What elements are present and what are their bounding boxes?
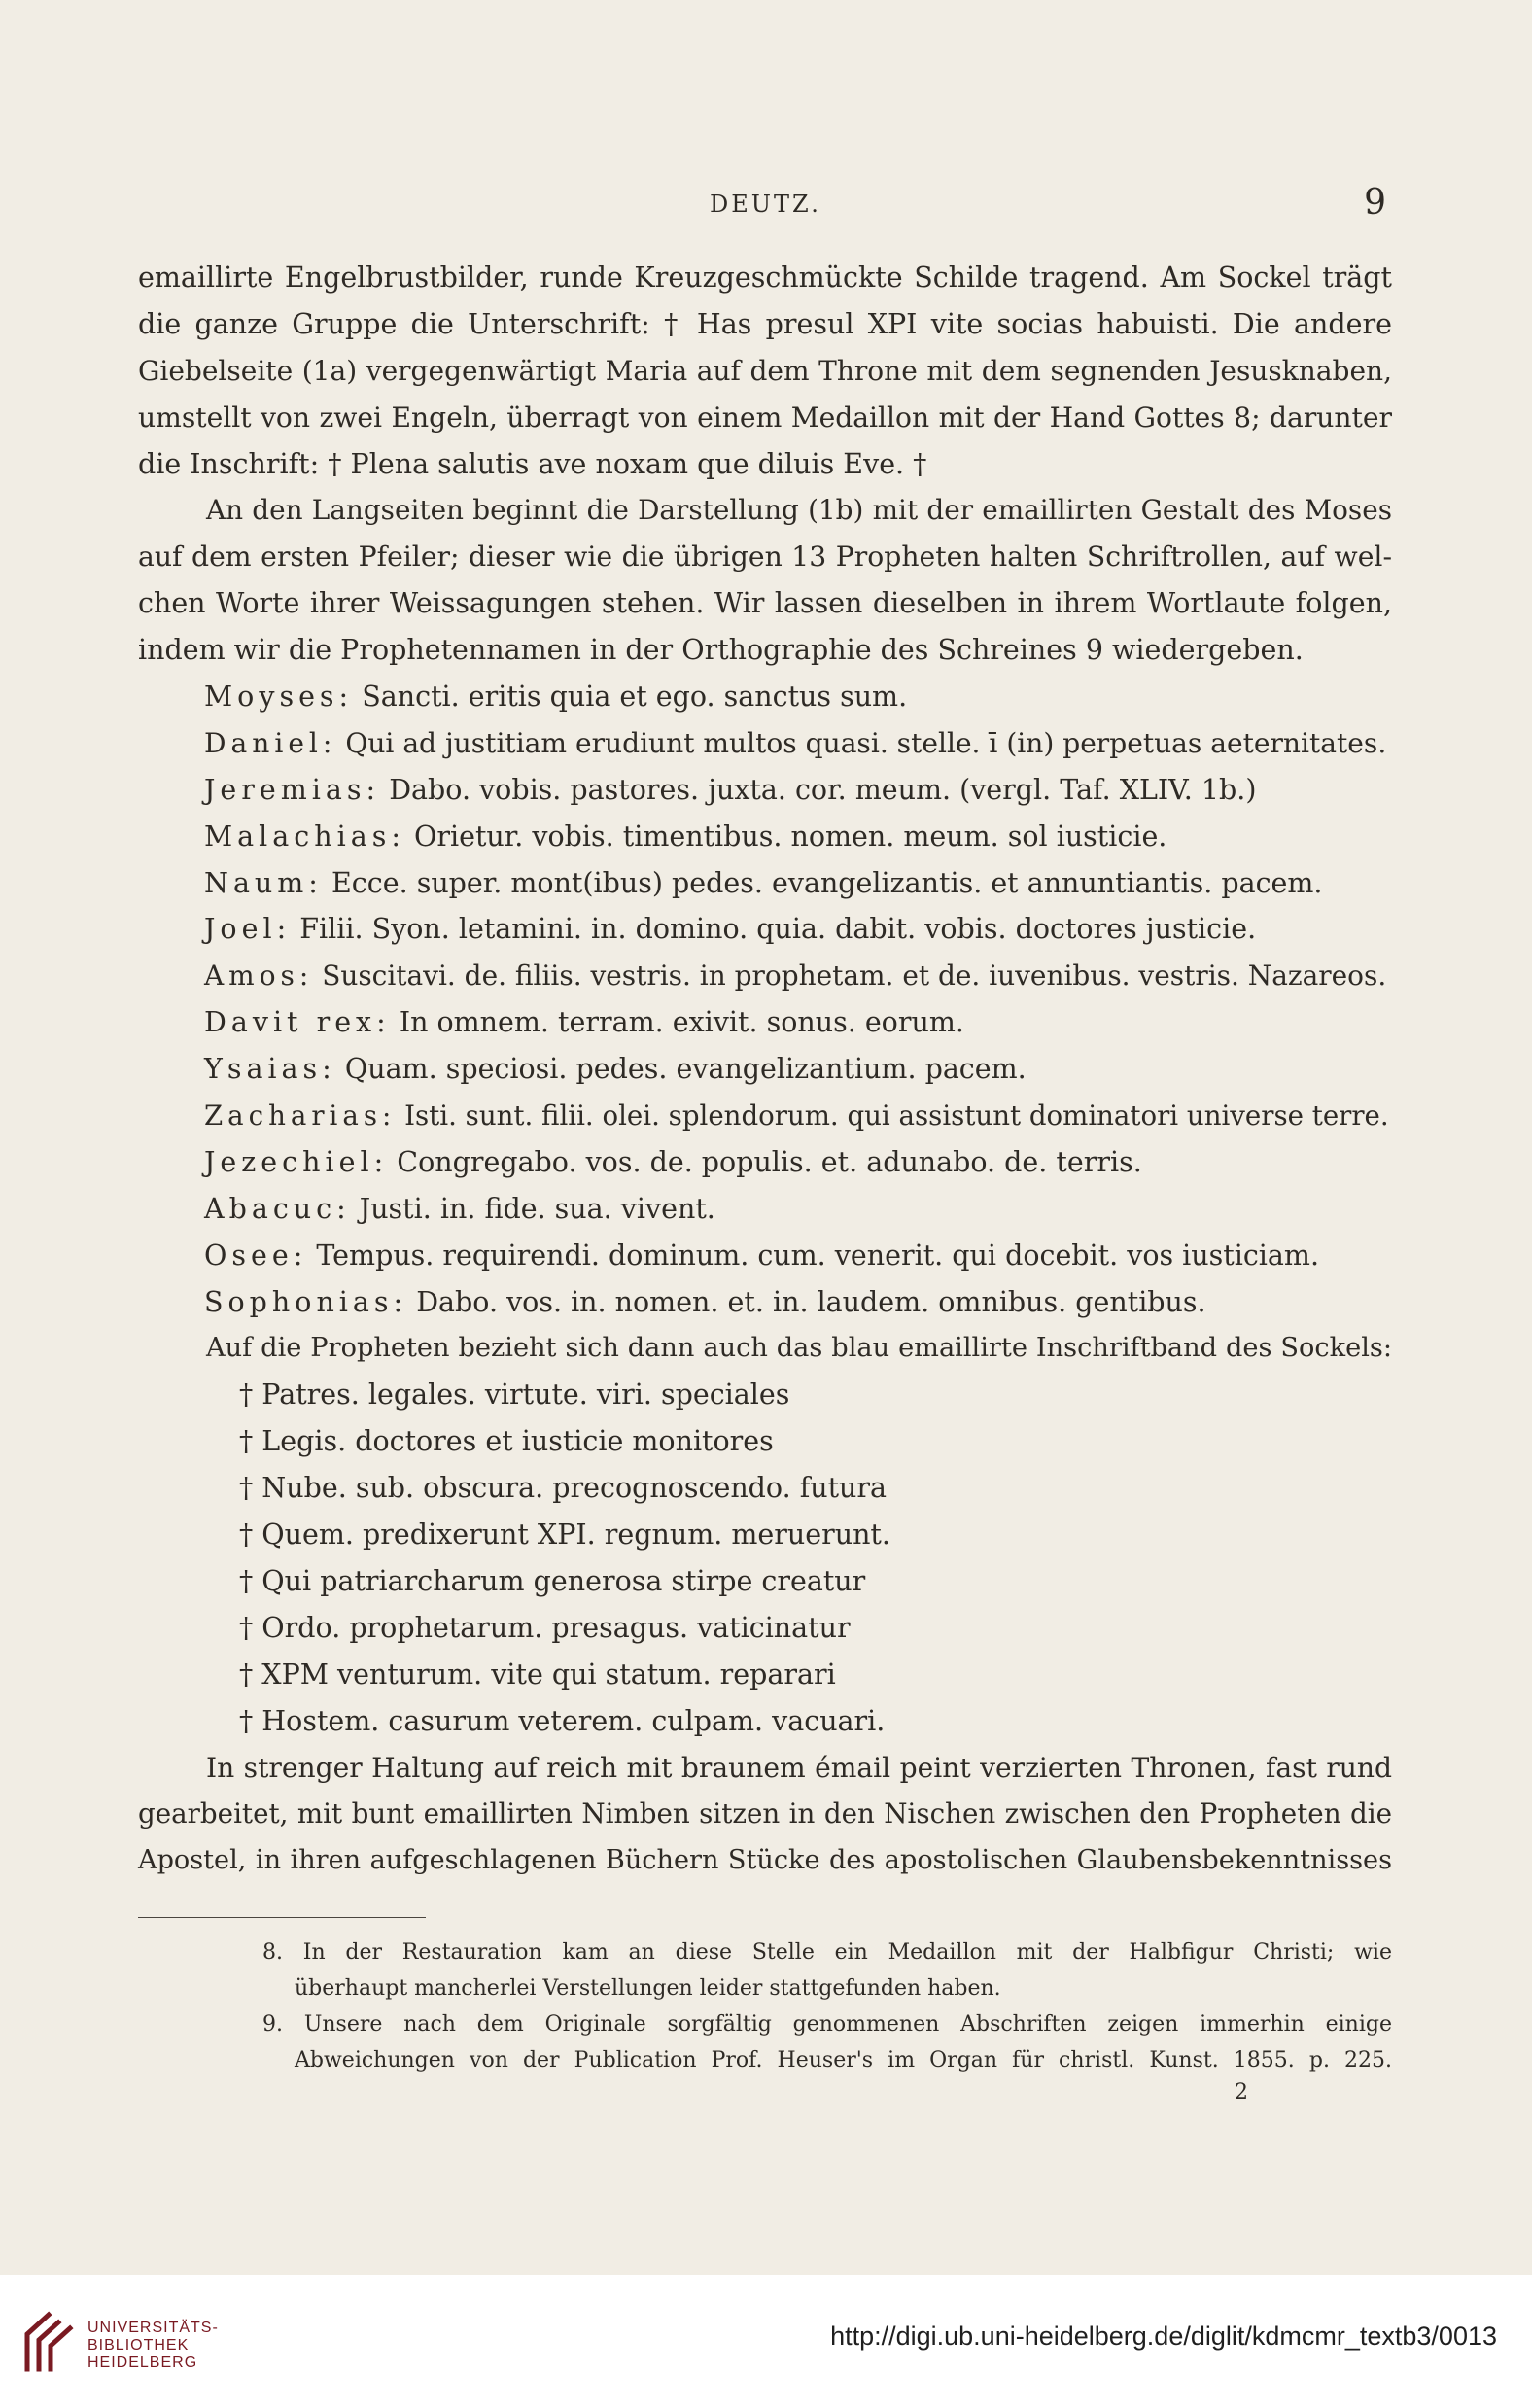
band-line: † Qui patriarcharum generosa stirpe creatur: [239, 1564, 866, 1597]
prophet-name: Zacharias:: [204, 1099, 397, 1133]
band-intro: Auf die Propheten bezieht sich dann auch das blau emaillirte Inschriftband des Sockels:: [206, 1333, 1392, 1364]
prophet-line: [138, 999, 1392, 1046]
body-line: umstellt von zwei Engeln, überragt von einem Medaillon mit der Hand Gottes 8; darunter: [138, 401, 1392, 434]
prophet-line: [138, 674, 1392, 720]
prophet-text: Dabo. vos. in. nomen. et. in. laudem. omnibus. gentibus.: [416, 1285, 1206, 1318]
band-line: † Patres. legales. virtute. viri. speciales: [239, 1378, 790, 1412]
prophet-name: Malachias:: [204, 820, 405, 853]
prophet-text: Tempus. requirendi. dominum. cum. venerit. qui docebit. vos iusticiam.: [316, 1239, 1319, 1272]
prophet-text: In omnem. terram. exivit. sonus. eorum.: [399, 1006, 964, 1039]
prophet-line: [138, 720, 1392, 767]
prophet-name: Ysaias:: [204, 1053, 336, 1086]
running-title: DEUTZ.: [710, 191, 821, 218]
prophet-name: Osee:: [204, 1239, 308, 1272]
prophet-name: Davit rex:: [204, 1006, 391, 1039]
body-line: Giebelseite (1a) vergegenwärtigt Maria auf dem Throne mit dem segnenden Jesusknaben,: [138, 354, 1392, 387]
prophet-text: Isti. sunt. filii. olei. splendorum. qui assistunt dominatori universe terre.: [404, 1099, 1389, 1133]
band-line: † Nube. sub. obscura. precognoscendo. futura: [239, 1472, 888, 1505]
prophet-line: [138, 814, 1392, 860]
prophet-text: Justi. in. fide. sua. vivent.: [359, 1192, 715, 1225]
prophet-name: Daniel:: [204, 726, 337, 759]
body-line: auf dem ersten Pfeiler; dieser wie die übrigen 13 Propheten halten Schriftrollen, auf wel-: [138, 541, 1392, 574]
body-text: [138, 255, 1392, 1884]
band-line: † Quem. predixerunt XPI. regnum. meruerunt.: [239, 1518, 890, 1552]
footnote-line: Abweichungen von der Publication Prof. Heuser's im Organ für christl. Kunst. 1855. p. 225.: [295, 2048, 1392, 2073]
footnote-line: 8. In der Restauration kam an diese Stelle ein Medaillon mit der Halbfigur Christi; wie: [262, 1940, 1392, 1965]
prophet-name: Moyses:: [204, 681, 354, 714]
library-name-line: UNIVERSITÄTS-: [87, 2320, 219, 2336]
prophet-name: Amos:: [204, 960, 314, 993]
prophet-name: Naum:: [204, 866, 323, 899]
prophet-text: Suscitavi. de. filiis. vestris. in prophetam. et de. iuvenibus. vestris. Nazareos.: [322, 960, 1387, 993]
footnotes: [262, 1935, 1392, 2078]
prophet-name: Sophonias:: [204, 1285, 408, 1318]
prophet-text: Orietur. vobis. timentibus. nomen. meum. sol iusticie.: [414, 820, 1167, 853]
footnote-divider: [138, 1917, 426, 1918]
library-name-line: BIBLIOTHEK: [87, 2337, 190, 2354]
closing-line: In strenger Haltung auf reich mit braunem émail peint verzierten Thronen, fast rund: [206, 1751, 1392, 1784]
body-line: chen Worte ihrer Weissagungen stehen. Wir lassen dieselben in ihrem Wortlaute folgen,: [138, 587, 1392, 620]
prophet-text: Quam. speciosi. pedes. evangelizantium. pacem.: [344, 1053, 1027, 1086]
prophet-name: Jeremias:: [204, 773, 381, 806]
band-line: † Ordo. prophetarum. presagus. vaticinatur: [239, 1611, 851, 1644]
band-line: † Hostem. casurum veterem. culpam. vacuari.: [239, 1704, 886, 1737]
prophet-text: Qui ad justitiam erudiunt multos quasi. stelle. ī (in) perpetuas aeternitates.: [345, 726, 1387, 759]
page-header: [136, 183, 1400, 231]
band-line: † Legis. doctores et iusticie monitores: [239, 1425, 774, 1458]
prophet-line: [138, 1093, 1392, 1139]
prophet-line: [138, 1046, 1392, 1093]
prophet-text: Filii. Syon. letamini. in. domino. quia. dabit. vobis. doctores justicie.: [299, 913, 1257, 946]
page-number: 9: [1364, 183, 1386, 223]
footnote-line: überhaupt mancherlei Verstellungen leider stattgefunden haben.: [295, 1976, 1001, 2001]
closing-line: Apostel, in ihren aufgeschlagenen Büchern Stücke des apostolischen Glaubensbekenntnisses: [138, 1845, 1392, 1876]
prophet-name: Joel:: [204, 913, 292, 946]
viewer-footer: [0, 2275, 1532, 2408]
prophet-line: [138, 1139, 1392, 1186]
prophet-line: [138, 953, 1392, 999]
prophet-line: [138, 1186, 1392, 1233]
prophet-name: Abacuc:: [204, 1192, 351, 1225]
body-line: die Inschrift: † Plena salutis ave noxam que diluis Eve. †: [138, 447, 927, 480]
signature-mark: 2: [1235, 2080, 1248, 2105]
body-line: die ganze Gruppe die Unterschrift: † Has presul XPI vite socias habuisti. Die andere: [138, 307, 1392, 340]
prophet-line: [138, 860, 1392, 907]
library-name: [87, 2320, 219, 2372]
body-line: An den Langseiten beginnt die Darstellung (1b) mit der emaillirten Gestalt des Moses: [206, 494, 1392, 527]
permalink-url[interactable]: http://digi.ub.uni-heidelberg.de/diglit/kdmcmr_textb3/0013: [830, 2321, 1497, 2351]
closing-line: gearbeitet, mit bunt emaillirten Nimben sitzen in den Nischen zwischen den Propheten die: [138, 1797, 1392, 1831]
prophet-text: Dabo. vobis. pastores. juxta. cor. meum. (vergl. Taf. XLIV. 1b.): [389, 773, 1257, 806]
body-line: indem wir die Prophetennamen in der Orthographie des Schreines 9 wiedergeben.: [138, 634, 1304, 667]
prophet-name: Jezechiel:: [204, 1145, 389, 1178]
footnote-line: 9. Unsere nach dem Originale sorgfältig genommenen Abschriften zeigen immerhin einige: [262, 2012, 1392, 2037]
prophet-text: Sancti. eritis quia et ego. sanctus sum.: [362, 681, 908, 714]
prophet-line: [138, 767, 1392, 814]
prophet-line: [138, 1279, 1392, 1326]
prophet-text: Congregabo. vos. de. populis. et. adunabo. de. terris.: [397, 1145, 1142, 1178]
prophet-line: [138, 1233, 1392, 1279]
library-logo-icon: [19, 2309, 78, 2373]
band-line: † XPM venturum. vite qui statum. reparari: [239, 1658, 836, 1691]
prophet-line: [138, 906, 1392, 953]
body-line: emaillirte Engelbrustbilder, runde Kreuzgeschmückte Schilde tragend. Am Sockel trägt: [138, 262, 1392, 294]
prophet-text: Ecce. super. mont(ibus) pedes. evangelizantis. et annuntiantis. pacem.: [331, 866, 1323, 899]
library-name-line: HEIDELBERG: [87, 2355, 198, 2371]
